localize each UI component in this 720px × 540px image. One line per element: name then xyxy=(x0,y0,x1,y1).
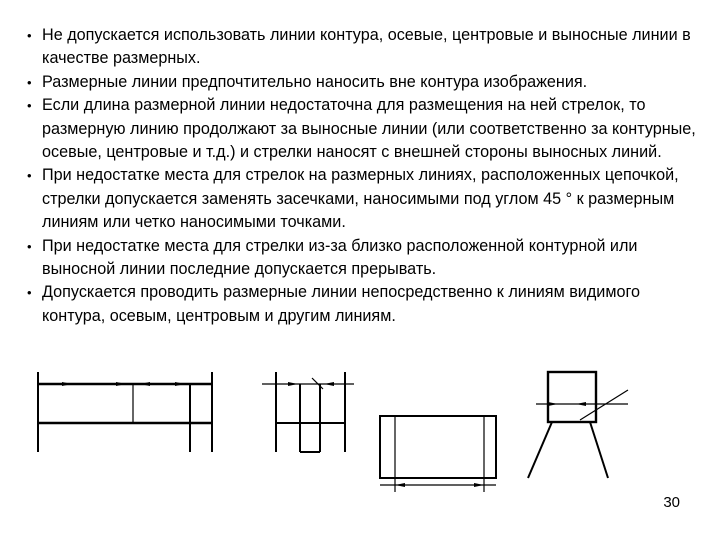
bullet-text: Допускается проводить размерные линии непосредственно к линиям видимого контура, осевым, центровым и другим линиям. xyxy=(42,283,641,325)
bullet-item xyxy=(20,235,700,282)
figure-extended-block xyxy=(380,416,496,492)
figure-stand xyxy=(528,372,628,478)
bullet-item xyxy=(20,164,700,234)
bullet-item xyxy=(20,71,700,94)
page-number: 30 xyxy=(663,494,680,511)
bullet-item xyxy=(20,24,700,71)
bullet-dot: • xyxy=(27,28,32,43)
bullet-item xyxy=(20,281,700,328)
bullet-dot: • xyxy=(27,238,32,254)
bullet-text: Размерные линии предпочтительно наносить вне контура изображения. xyxy=(42,72,588,91)
bullet-dot: • xyxy=(27,168,32,184)
bullet-text: При недостатке места для стрелок на размерных линиях, расположенных цепочкой, стрелки допускается заменять засечками, наносимыми под углом 45 ° к размерным линиям или четко наносимыми точками. xyxy=(42,166,679,232)
figure-wide-block xyxy=(38,372,212,452)
bullet-dot: • xyxy=(27,98,32,114)
bullet-text: При недостатке места для стрелки из-за близко расположенной контурной или выносной линии последние допускается прерывать. xyxy=(42,236,638,279)
bullet-text: Не допускается использовать линии контура, осевые, центровые и выносные линии в качестве размерных. xyxy=(42,26,691,68)
dimension-drawings xyxy=(0,360,720,500)
figure-slot-block xyxy=(262,372,354,452)
bullet-text: Если длина размерной линии недостаточна для размещения на ней стрелок, то размерную линию продолжают за выносные линии (или соответственно за контурные, осевые, центровые и т.д.) и стрелки наносят с внешней стороны выносных линий. xyxy=(42,96,696,162)
bullet-dot: • xyxy=(27,74,32,90)
bullet-list xyxy=(20,24,700,328)
bullet-item xyxy=(20,94,700,164)
bullet-dot: • xyxy=(27,285,32,301)
